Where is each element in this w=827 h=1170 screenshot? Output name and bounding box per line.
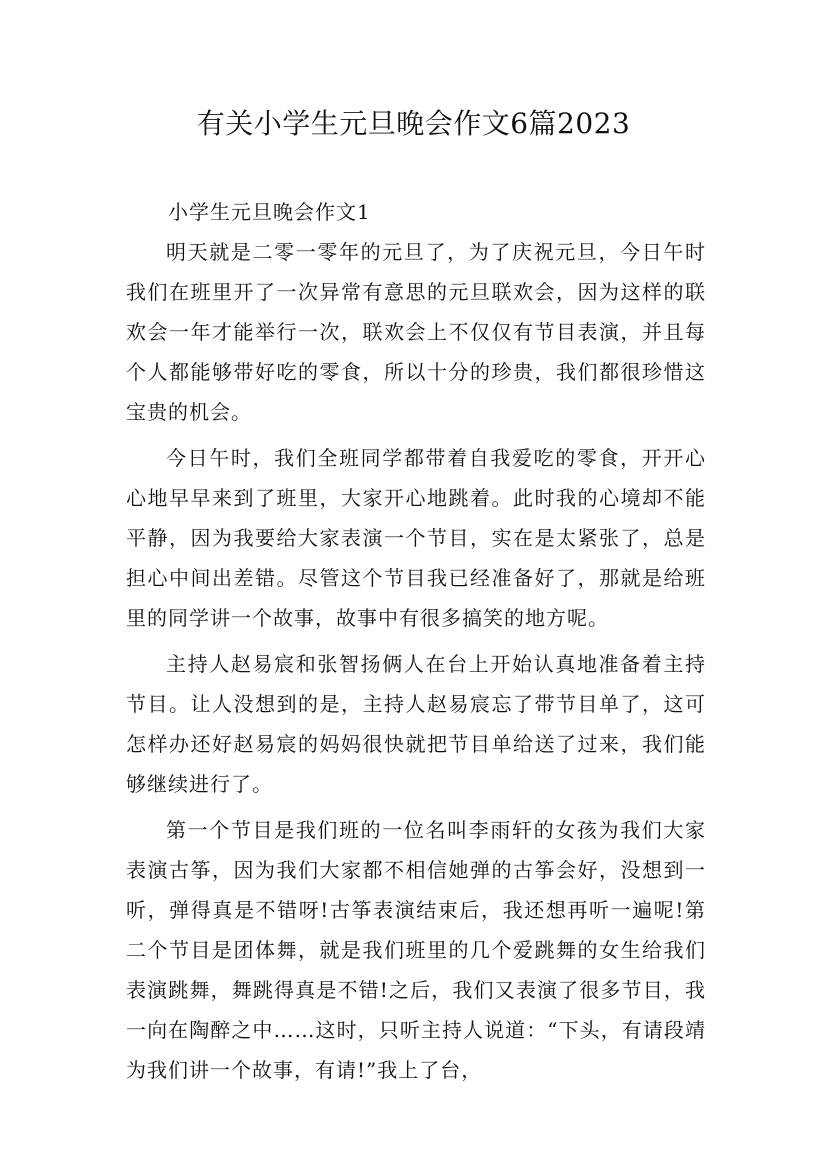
document-title: 有关小学生元旦晚会作文6篇2023 — [196, 107, 631, 140]
paragraph: 主持人赵易宸和张智扬俩人在台上开始认真地准备着主持节目。让人没想到的是，主持人赵易宸忘了带节目单了，这可怎样办还好赵易宸的妈妈很快就把节目单给送了过来，我们能够继续进行了。 — [126, 652, 706, 796]
document-body — [126, 192, 706, 1096]
section-subtitle: 小学生元旦晚会作文1 — [168, 200, 371, 224]
paragraph: 今日午时，我们全班同学都带着自我爱吃的零食，开开心心地早早来到了班里，大家开心地跳着。此时我的心境却不能平静，因为我要给大家表演一个节目，实在是太紧张了，总是担心中间出差错。尽管这个节目我已经准备好了，那就是给班里的同学讲一个故事，故事中有很多搞笑的地方呢。 — [126, 446, 706, 630]
paragraph: 明天就是二零一零年的元旦了，为了庆祝元旦，今日午时我们在班里开了一次异常有意思的元旦联欢会，因为这样的联欢会一年才能举行一次，联欢会上不仅仅有节目表演，并且每个人都能够带好吃的零食，所以十分的珍贵，我们都很珍惜这宝贵的机会。 — [126, 240, 706, 424]
paragraph: 第一个节目是我们班的一位名叫李雨轩的女孩为我们大家表演古筝，因为我们大家都不相信她弹的古筝会好，没想到一听，弹得真是不错呀!古筝表演结束后，我还想再听一遍呢!第二个节目是团体舞，就是我们班里的几个爱跳舞的女生给我们表演跳舞，舞跳得真是不错!之后，我们又表演了很多节目，我一向在陶醉之中……这时，只听主持人说道：“下头，有请段靖为我们讲一个故事，有请!”我上了台， — [126, 818, 706, 1082]
